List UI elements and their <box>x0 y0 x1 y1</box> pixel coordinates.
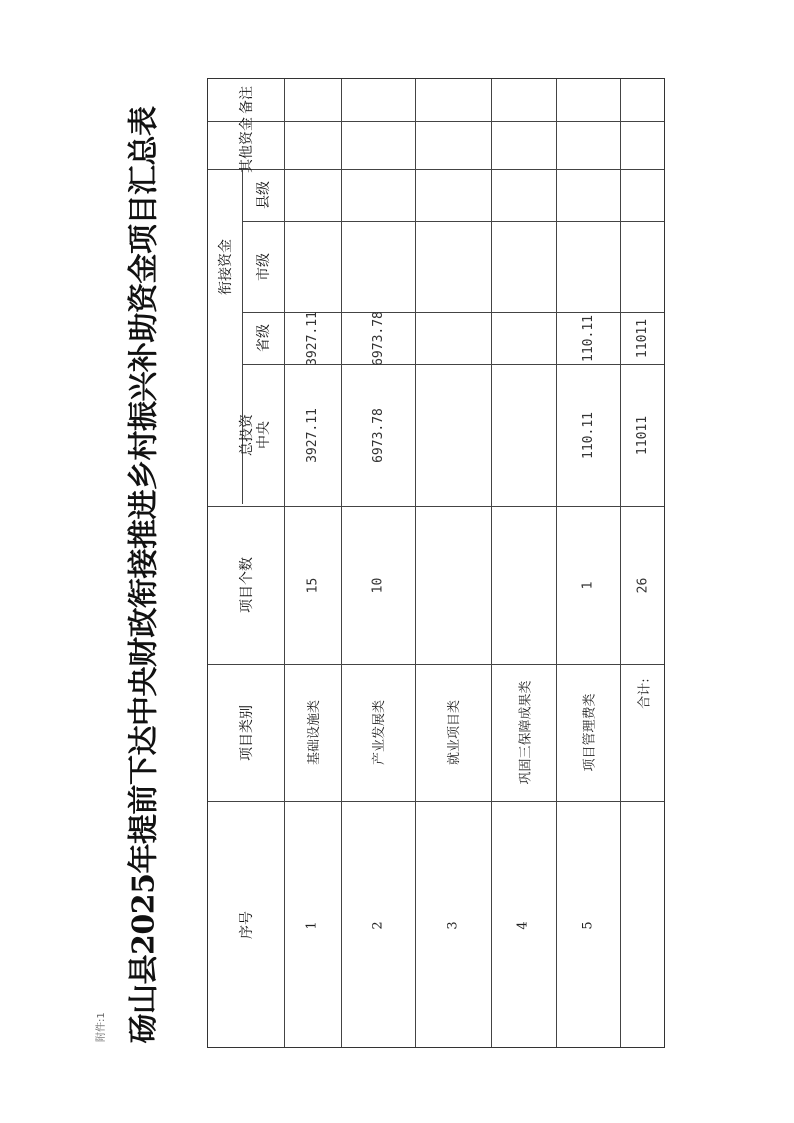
row-5-category: 项目管理费类 <box>582 693 598 772</box>
row-1-central: 3927.11 <box>304 310 320 366</box>
row-2-total: 6973.78 <box>370 407 386 463</box>
footer-central: 11011 <box>635 318 651 358</box>
header-seq: 序号 <box>239 911 255 939</box>
footer-label: 合计: <box>637 678 653 709</box>
row-4-seq: 4 <box>516 920 531 930</box>
title-container <box>110 95 170 1055</box>
header-count: 项目个数 <box>239 557 255 613</box>
row-2-central: 6973.78 <box>370 310 386 366</box>
row-3-category: 就业项目类 <box>447 699 463 766</box>
row-2-count: 10 <box>370 577 386 593</box>
header-county: 县级 <box>256 181 272 209</box>
row-3-seq: 3 <box>445 920 461 930</box>
row-5-count: 1 <box>580 581 596 589</box>
row-5-seq: 5 <box>580 920 596 930</box>
header-municipal: 市级 <box>256 252 272 281</box>
row-5-total: 110.11 <box>580 411 596 459</box>
row-2-seq: 2 <box>370 920 386 930</box>
row-1-seq: 1 <box>305 920 320 930</box>
row-4-category: 巩固三保障成果类 <box>518 680 534 785</box>
row-1-category: 基础设施类 <box>307 699 323 766</box>
grid-line <box>242 221 664 222</box>
footer-total: 11011 <box>635 415 651 455</box>
row-2-category: 产业发展类 <box>372 699 388 766</box>
header-linked-funds: 衔接资金 <box>218 238 234 295</box>
row-1-total: 3927.11 <box>304 407 320 463</box>
header-other-funds: 其他资金 <box>239 117 255 173</box>
header-provincial: 省级 <box>256 324 272 352</box>
row-1-count: 15 <box>305 577 320 593</box>
summary-table <box>207 78 665 1048</box>
header-central: 中央 <box>256 421 272 449</box>
header-remarks: 备注 <box>239 86 255 114</box>
page-title: 砀山县2025年提前下达中央财政衔接推进乡村振兴补助资金项目汇总表 <box>126 106 161 1044</box>
attachment-label: 附件:1 <box>96 1012 107 1042</box>
footer-count: 26 <box>635 577 651 593</box>
header-total: 总投资 <box>239 414 255 456</box>
row-5-central: 110.11 <box>580 314 596 362</box>
header-category: 项目类别 <box>239 704 255 761</box>
